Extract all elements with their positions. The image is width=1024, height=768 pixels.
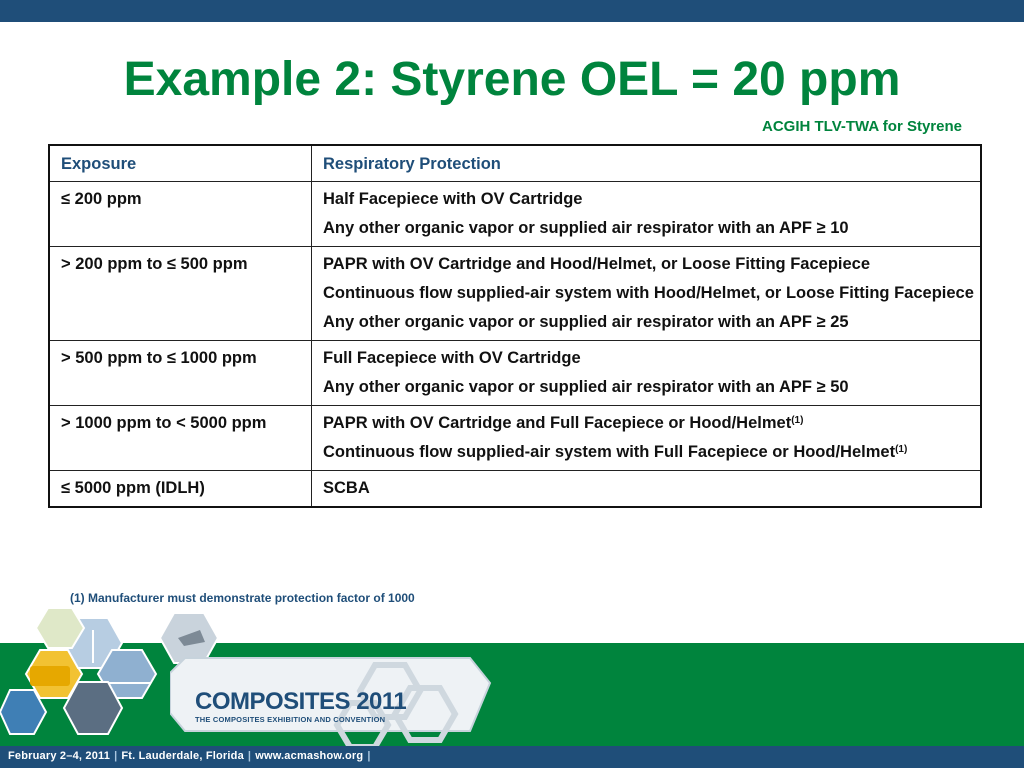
protection-text: PAPR with OV Cartridge and Full Facepiece or Hood/Helmet <box>323 414 792 432</box>
protection-text: Half Facepiece with OV Cartridge <box>323 190 583 208</box>
table-row <box>49 341 981 406</box>
footnote-reference: (1) <box>791 415 804 426</box>
protection-line <box>323 441 974 464</box>
protection-cell <box>312 471 982 508</box>
protection-line <box>323 311 974 334</box>
footer-location: Ft. Lauderdale, Florida <box>121 750 244 762</box>
composites-logo-text <box>195 688 406 716</box>
footer-dates: February 2–4, 2011 <box>8 750 111 762</box>
footer-website: www.acmashow.org <box>255 750 364 762</box>
exposure-cell: > 200 ppm to ≤ 500 ppm <box>49 247 312 341</box>
slide-subtitle: ACGIH TLV-TWA for Styrene <box>761 118 962 135</box>
hex-handshake-image <box>64 682 122 734</box>
exposure-cell: > 500 ppm to ≤ 1000 ppm <box>49 341 312 406</box>
protection-line <box>323 376 974 399</box>
column-header-exposure: Exposure <box>49 145 312 182</box>
protection-text: SCBA <box>323 479 370 497</box>
exposure-cell: ≤ 200 ppm <box>49 182 312 247</box>
table-row <box>49 471 981 508</box>
protection-cell <box>312 247 982 341</box>
protection-text: Any other organic vapor or supplied air respirator with an APF ≥ 50 <box>323 378 849 396</box>
top-banner <box>0 0 1024 22</box>
logo-name: COMPOSITES <box>195 688 351 715</box>
table-row <box>49 247 981 341</box>
protection-line <box>323 347 974 370</box>
protection-text: Full Facepiece with OV Cartridge <box>323 349 581 367</box>
logo-year: 2011 <box>356 688 407 715</box>
footnote-reference: (1) <box>895 444 908 455</box>
protection-text: Any other organic vapor or supplied air respirator with an APF ≥ 25 <box>323 313 849 331</box>
exposure-cell: ≤ 5000 ppm (IDLH) <box>49 471 312 508</box>
protection-text: PAPR with OV Cartridge and Hood/Helmet, or Loose Fitting Facepiece <box>323 255 871 273</box>
protection-line <box>323 188 974 211</box>
exposure-cell: > 1000 ppm to < 5000 ppm <box>49 406 312 471</box>
protection-line <box>323 253 974 276</box>
protection-line <box>323 477 974 500</box>
protection-text: Any other organic vapor or supplied air respirator with an APF ≥ 10 <box>323 219 849 237</box>
protection-line <box>323 412 974 435</box>
table-row <box>49 406 981 471</box>
protection-cell <box>312 406 982 471</box>
protection-line <box>323 282 974 305</box>
slide-title: Example 2: Styrene OEL = 20 ppm <box>123 53 901 106</box>
table-body <box>49 182 981 508</box>
logo-tagline: THE COMPOSITES EXHIBITION AND CONVENTION <box>195 715 386 724</box>
footnote: (1) Manufacturer must demonstrate protection factor of 1000 <box>70 591 415 605</box>
protection-text: Continuous flow supplied-air system with Hood/Helmet, or Loose Fitting Facepiece <box>323 284 974 302</box>
table-row <box>49 182 981 247</box>
protection-line <box>323 217 974 240</box>
protection-cell <box>312 341 982 406</box>
column-header-respiratory-protection: Respiratory Protection <box>312 145 982 182</box>
footer-info: February 2–4, 2011 | Ft. Lauderdale, Florida | www.acmashow.org | <box>8 750 371 762</box>
table-header-row <box>49 145 981 182</box>
protection-cell <box>312 182 982 247</box>
protection-text: Continuous flow supplied-air system with Full Facepiece or Hood/Helmet <box>323 443 896 461</box>
respiratory-protection-table <box>48 144 982 508</box>
